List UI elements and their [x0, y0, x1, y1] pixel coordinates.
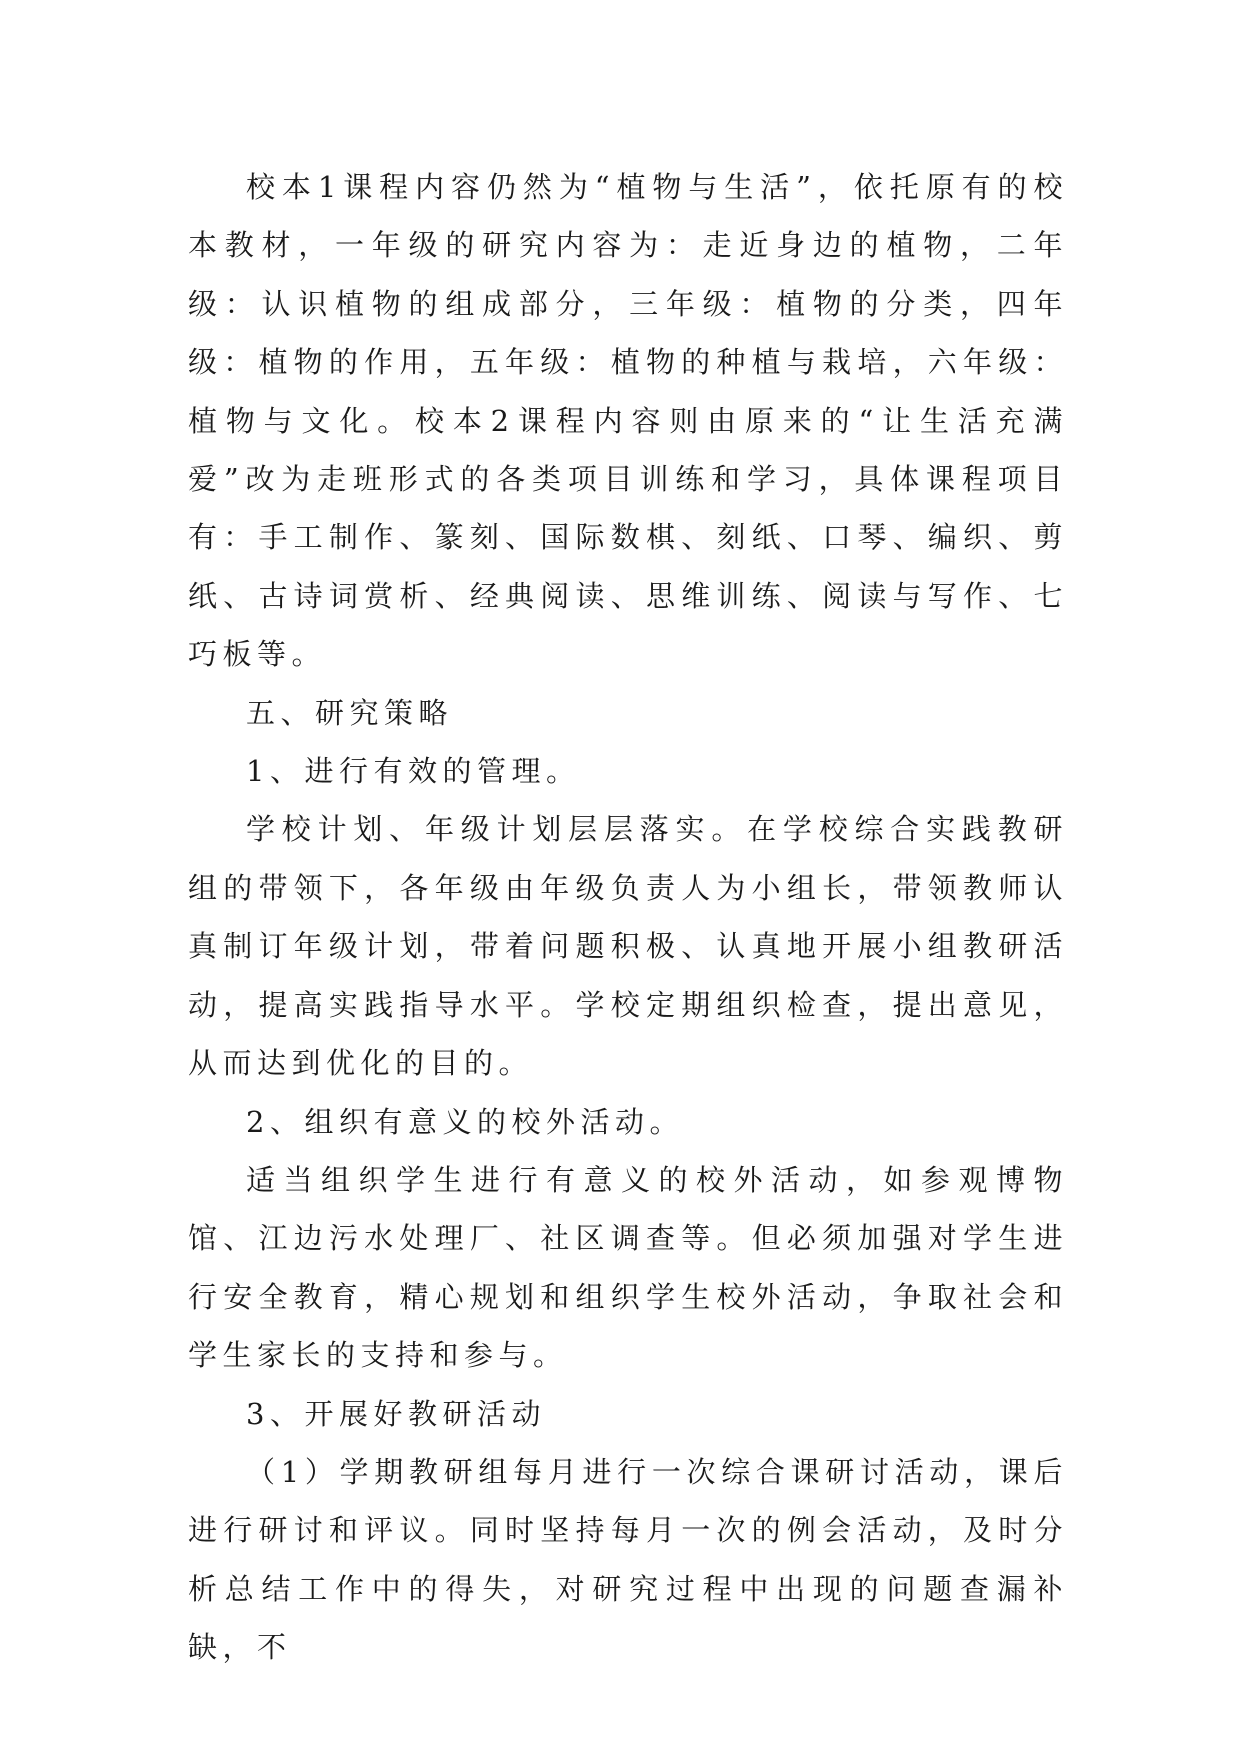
heading-research-strategy: 五、研究策略	[246, 695, 454, 730]
subheading-teaching-research: 3、开展好教研活动	[246, 1396, 546, 1431]
subheading-effective-management: 1、进行有效的管理。	[246, 754, 581, 789]
paragraph-research-meetings: （1）学期教研组每月进行一次综合课研讨活动，课后进行研讨和评议。同时坚持每月一次的例会活动，及时分析总结工作中的得失，对研究过程中出现的问题查漏补缺，不	[188, 1454, 1068, 1665]
paragraph-management-details: 学校计划、年级计划层层落实。在学校综合实践教研组的带领下，各年级由年级负责人为小组长，带领教师认真制订年级计划，带着问题积极、认真地开展小组教研活动，提高实践指导水平。学校定期组织检查，提出意见，从而达到优化的目的。	[188, 812, 1068, 1081]
paragraph-offsite-details: 适当组织学生进行有意义的校外活动，如参观博物馆、江边污水处理厂、社区调查等。但必须加强对学生进行安全教育，精心规划和组织学生校外活动，争取社会和学生家长的支持和参与。	[188, 1162, 1068, 1373]
paragraph-course-content: 校本1课程内容仍然为“植物与生活”，依托原有的校本教材，一年级的研究内容为：走近身边的植物，二年级：认识植物的组成部分，三年级：植物的分类，四年级：植物的作用，五年级：植物的种植与栽培，六年级：植物与文化。校本2课程内容则由原来的“让生活充满爱”改为走班形式的各类项目训练和学习，具体课程项目有：手工制作、篆刻、国际数棋、刻纸、口琴、编织、剪纸、古诗词赏析、经典阅读、思维训练、阅读与写作、七巧板等。	[188, 170, 1068, 672]
document-body	[188, 158, 1068, 1677]
subheading-offsite-activities: 2、组织有意义的校外活动。	[246, 1104, 684, 1139]
